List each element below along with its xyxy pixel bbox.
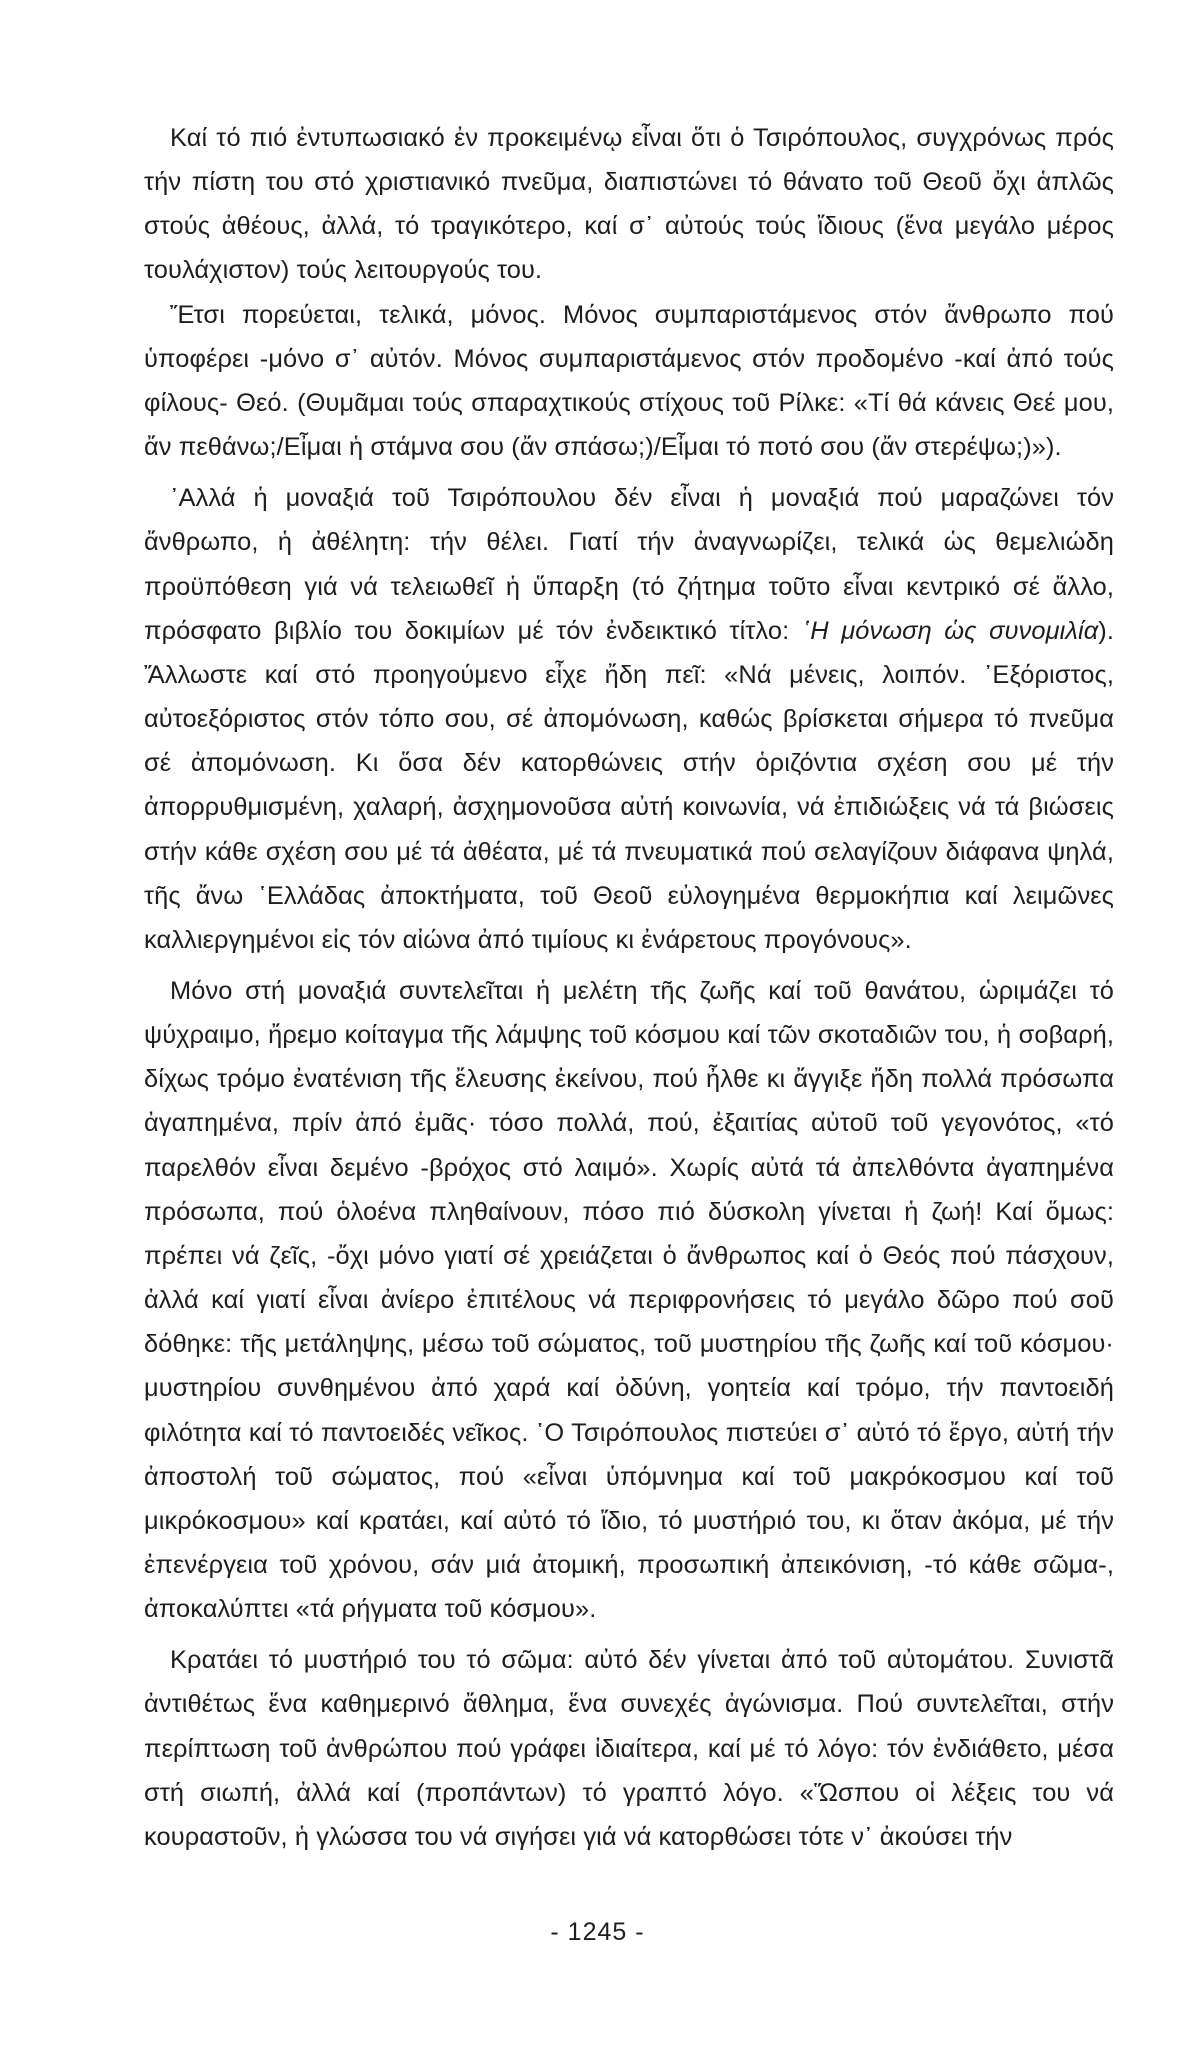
paragraph-3-text-before: ᾽Αλλά ἡ μοναξιά τοῦ Τσιρόπουλου δέν εἶναι ἡ μοναξιά πού μαραζώνει τόν ἄνθρωπο, ἡ ἀθέλητη: τήν θέλει. Γιατί τήν ἀναγνωρίζει, τελικά ὡς θεμελιώδη προϋπόθεση γιά νά τελειωθεῖ ἡ ὕπαρξη (τό ζήτημα τοῦτο εἶναι κεντρικό σέ ἄλλο, πρόσφατο βιβλίο του δοκιμίων μέ τόν ἐνδεικτικό τίτλο: <box>144 484 1114 645</box>
book-title-italic: ῾Η μόνωση ὡς συνομιλία <box>801 616 1099 645</box>
paragraph-2: Ἔτσι πορεύεται, τελικά, μόνος. Μόνος συμπαριστάμενος στόν ἄνθρωπο πού ὑποφέρει -μόνο σ᾽ αὐτόν. Μόνος συμπαριστάμενος στόν προδομένο -καί ἀπό τούς φίλους- Θεό. (Θυμᾶμαι τούς σπαραχτικούς στίχους τοῦ Ρίλκε: «Τί θά κάνεις Θεέ μου, ἄν πεθάνω;/Εἶμαι ἡ στάμνα σου (ἄν σπάσω;)/Εἶμαι τό ποτό σου (ἄν στερέψω;)»). <box>144 300 1114 462</box>
page-number: - 1245 - <box>550 1918 645 1946</box>
paragraph-3 <box>144 476 1114 962</box>
paragraph-4: Μόνο στή μοναξιά συντελεῖται ἡ μελέτη τῆς ζωῆς καί τοῦ θανάτου, ὡριμάζει τό ψύχραιμο, ἤρεμο κοίταγμα τῆς λάμψης τοῦ κόσμου καί τῶν σκοταδιῶν του, ἡ σοβαρή, δίχως τρόμο ἐνατένιση τῆς ἔλευσης ἐκείνου, πού ἦλθε κι ἄγγιξε ἤδη πολλά πρόσωπα ἀγαπημένα, πρίν ἀπό ἐμᾶς· τόσο πολλά, πού, ἐξαιτίας αὐτοῦ τοῦ γεγονότος, «τό παρελθόν εἶναι δεμένο -βρόχος στό λαιμό». Χωρίς αὐτά τά ἀπελθόντα ἀγαπημένα πρόσωπα, πού ὁλοένα πληθαίνουν, πόσο πιό δύσκολη γίνεται ἡ ζωή! Καί ὅμως: πρέπει νά ζεῖς, -ὄχι μόνο γιατί σέ χρειάζεται ὁ ἄνθρωπος καί ὁ Θεός πού πάσχουν, ἀλλά καί γιατί εἶναι ἀνίερο ἐπιτέλους νά περιφρονήσεις τό μεγάλο δῶρο πού σοῦ δόθηκε: τῆς μετάληψης, μέσω τοῦ σώματος, τοῦ μυστηρίου τῆς ζωῆς καί τοῦ κόσμου· μυστηρίου συνθημένου ἀπό χαρά καί ὀδύνη, γοητεία καί τρόμο, τήν παντοειδή φιλότητα καί τό παντοειδές νεῖκος. ῾Ο Τσιρόπουλος πιστεύει σ᾽ αὐτό τό ἔργο, αὐτή τήν ἀποστολή τοῦ σώματος, πού «εἶναι ὑπόμνημα καί τοῦ μακρόκοσμου καί τοῦ μικρόκοσμου» καί κρατάει, καί αὐτό τό ἴδιο, τό μυστήριό του, κι ὅταν ἀκόμα, μέ τήν ἐπενέργεια τοῦ χρόνου, σάν μιά ἀτομική, προσωπική ἀπεικόνιση, -τό κάθε σῶμα-, ἀποκαλύπτει «τά ρήγματα τοῦ κόσμου». <box>144 976 1114 1624</box>
document-body <box>144 116 1114 1859</box>
paragraph-1: Καί τό πιό ἐντυπωσιακό ἐν προκειμένῳ εἶναι ὅτι ὁ Τσιρόπουλος, συγχρόνως πρός τήν πίστη του στό χριστιανικό πνεῦμα, διαπιστώνει τό θάνατο τοῦ Θεοῦ ὄχι ἁπλῶς στούς ἀθέους, ἀλλά, τό τραγικότερο, καί σ᾽ αὐτούς τούς ἴδιους (ἕνα μεγάλο μέρος τουλάχιστον) τούς λειτουργούς του. <box>144 124 1114 285</box>
paragraph-3-text-after: ). Ἄλλωστε καί στό προηγούμενο εἶχε ἤδη πεῖ: «Νά μένεις, λοιπόν. ᾽Εξόριστος, αὐτοεξόριστος στόν τόπο σου, σέ ἀπομόνωση, καθώς βρίσκεται σήμερα τό πνεῦμα σέ ἀπομόνωση. Κι ὅσα δέν κατορθώνεις στήν ὁριζόντια σχέση σου μέ τήν ἀπορρυθμισμένη, χαλαρή, ἀσχημονοῦσα αὐτή κοινωνία, νά ἐπιδιώξεις νά τά βιώσεις στήν κάθε σχέση σου μέ τά ἀθέατα, μέ τά πνευματικά πού σελαγίζουν διάφανα ψηλά, τῆς ἄνω ῾Ελλάδας ἀποκτήματα, τοῦ Θεοῦ εὐλογημένα θερμοκήπια καί λειμῶνες καλλιεργημένοι εἰς τόν αἰώνα ἀπό τιμίους κι ἐνάρετους προγόνους». <box>144 616 1114 954</box>
paragraph-5: Κρατάει τό μυστήριό του τό σῶμα: αὐτό δέν γίνεται ἀπό τοῦ αὐτομάτου. Συνιστᾶ ἀντιθέτως ἕνα καθημερινό ἄθλημα, ἕνα συνεχές ἀγώνισμα. Πού συντελεῖται, στήν περίπτωση τοῦ ἀνθρώπου πού γράφει ἰδιαίτερα, καί μέ τό λόγο: τόν ἐνδιάθετο, μέσα στή σιωπή, ἀλλά καί (προπάντων) τό γραπτό λόγο. «Ὥσπου οἱ λέξεις του νά κουραστοῦν, ἡ γλώσσα του νά σιγήσει γιά νά κατορθώσει τότε ν᾽ ἀκούσει τήν <box>144 1646 1114 1851</box>
